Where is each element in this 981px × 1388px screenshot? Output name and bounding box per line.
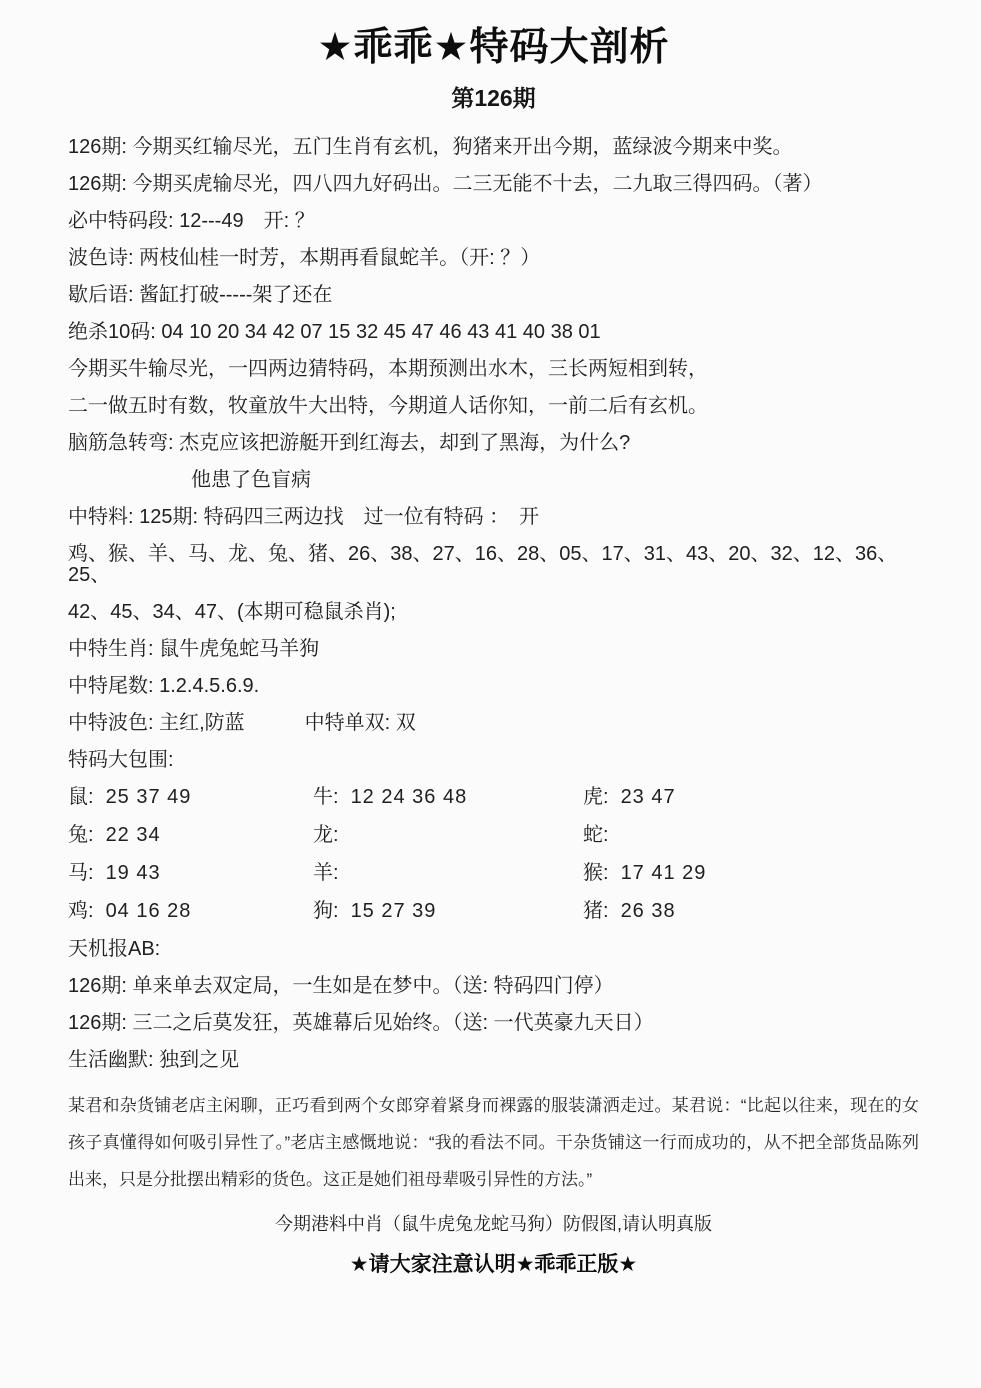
zodiac-cell-ox [313, 787, 583, 808]
zodiac-cell-horse [68, 863, 313, 884]
poem-line-2: 二一做五时有数，牧童放牛大出特，今期道人话你知，一前二后有玄机。 [68, 395, 708, 417]
zodiac-cell-goat [313, 863, 583, 884]
special-code-range-line: 必中特码段: 12---49 开: ？ [68, 210, 315, 232]
brand-authenticity-line: ★请大家注意认明★乖乖正版★ [349, 1253, 638, 1276]
wave-color-poem-line: 波色诗: 两枝仙桂一时芳，本期再看鼠蛇羊。（开: ？） [68, 247, 541, 269]
zodiac-label: 蛇: [583, 824, 609, 846]
zhong-te-liao-line: 中特料: 125期: 特码四三两边找 过一位有特码 ： 开 [68, 506, 540, 528]
zodiac-coverage-table [68, 787, 919, 939]
zodiac-label: 狗: [313, 900, 339, 922]
xiehouyu-line: 歇后语: 酱缸打破-----架了还在 [68, 284, 333, 306]
zodiac-numbers: 22 34 [105, 824, 161, 846]
life-humor-line: 生活幽默: 独到之见 [68, 1049, 240, 1071]
zodiac-cell-snake [583, 825, 919, 846]
verse-line-1: 126期: 单来单去双定局，一生如是在梦中。（送: 特码四门停） [68, 975, 614, 997]
prediction-line-tiger: 126期: 今期买虎输尽光，四八四九好码出。二三无能不十去，二九取三得四码。（著） [68, 173, 823, 195]
zodiac-label: 羊: [313, 862, 339, 884]
zodiac-cell-rat [68, 787, 313, 808]
zhongte-tail-digits-line: 中特尾数: 1.2.4.5.6.9. [68, 675, 260, 697]
zodiac-label: 鼠: [68, 786, 94, 808]
zodiac-label: 猪: [583, 900, 609, 922]
zodiac-numbers: 25 37 49 [105, 786, 192, 808]
zodiac-cell-tiger [583, 787, 919, 808]
zodiac-label: 鸡: [68, 900, 94, 922]
tianji-report-line: 天机报AB: [68, 938, 161, 960]
zodiac-cell-dragon [313, 825, 583, 846]
zodiac-cell-rooster [68, 901, 313, 922]
zodiac-numbers: 15 27 39 [350, 900, 437, 922]
brain-teaser-answer-line: 他患了色盲病 [191, 469, 311, 491]
humor-story-paragraph: 某君和杂货铺老店主闲聊，正巧看到两个女郎穿着紧身而裸露的服装潇洒走过。某君说：“比起以往来，现在的女孩子真懂得如何吸引异性了。”老店主感慨地说：“我的看法不同。干杂货铺这一行而成功的，从不把全部货品陈列出来，只是分批摆出精彩的货色。这正是她们祖母辈吸引异性的方法。” [68, 1096, 919, 1189]
zodiac-label: 虎: [583, 786, 609, 808]
poem-line-1: 今期买牛输尽光，一四两边猜特码，本期预测出水木，三长两短相到转， [68, 358, 708, 380]
zodiac-numbers: 12 24 36 48 [350, 786, 468, 808]
page-title: ★乖乖★特码大剖析 [317, 26, 670, 69]
zodiac-numbers: 04 16 28 [105, 900, 192, 922]
zhongte-zodiac-line: 中特生肖: 鼠牛虎兔蛇马羊狗 [68, 638, 320, 660]
zodiac-number-list-line-2: 42、45、34、47、(本期可稳鼠杀肖); [68, 601, 396, 623]
zodiac-numbers: 19 43 [105, 862, 161, 884]
zodiac-numbers: 17 41 29 [620, 862, 707, 884]
prediction-line-red: 126期: 今期买红输尽光，五门生肖有玄机，狗猪来开出今期，蓝绿波今期来中奖。 [68, 136, 793, 158]
anticounterfeit-note: 今期港料中肖（鼠牛虎兔龙蛇马狗）防假图,请认明真版 [275, 1214, 712, 1234]
zodiac-numbers: 26 38 [620, 900, 676, 922]
zodiac-cell-pig [583, 901, 919, 922]
zhongte-wave-parity-line: 中特波色: 主红,防蓝 中特单双: 双 [68, 712, 416, 734]
verse-line-2: 126期: 三二之后莫发狂，英雄幕后见始终。（送: 一代英豪九天日） [68, 1012, 654, 1034]
zodiac-cell-rabbit [68, 825, 313, 846]
killed-ten-codes-line: 绝杀10码: 04 10 20 34 42 07 15 32 45 47 46 43 41 40 38 01 [68, 321, 601, 343]
zodiac-numbers: 23 47 [620, 786, 676, 808]
zodiac-label: 龙: [313, 824, 339, 846]
big-coverage-heading: 特码大包围: [68, 749, 174, 771]
brain-teaser-line: 脑筋急转弯: 杰克应该把游艇开到红海去，却到了黑海，为什么? [68, 432, 631, 454]
zodiac-label: 兔: [68, 824, 94, 846]
zodiac-label: 猴: [583, 862, 609, 884]
zodiac-cell-dog [313, 901, 583, 922]
zodiac-cell-monkey [583, 863, 919, 884]
zodiac-label: 马: [68, 862, 94, 884]
zodiac-label: 牛: [313, 786, 339, 808]
issue-number: 第126期 [451, 85, 536, 111]
zodiac-number-list-line-1: 鸡、猴、羊、马、龙、兔、猪、26、38、27、16、28、05、17、31、43、20、32、12、36、25、 [68, 543, 898, 586]
